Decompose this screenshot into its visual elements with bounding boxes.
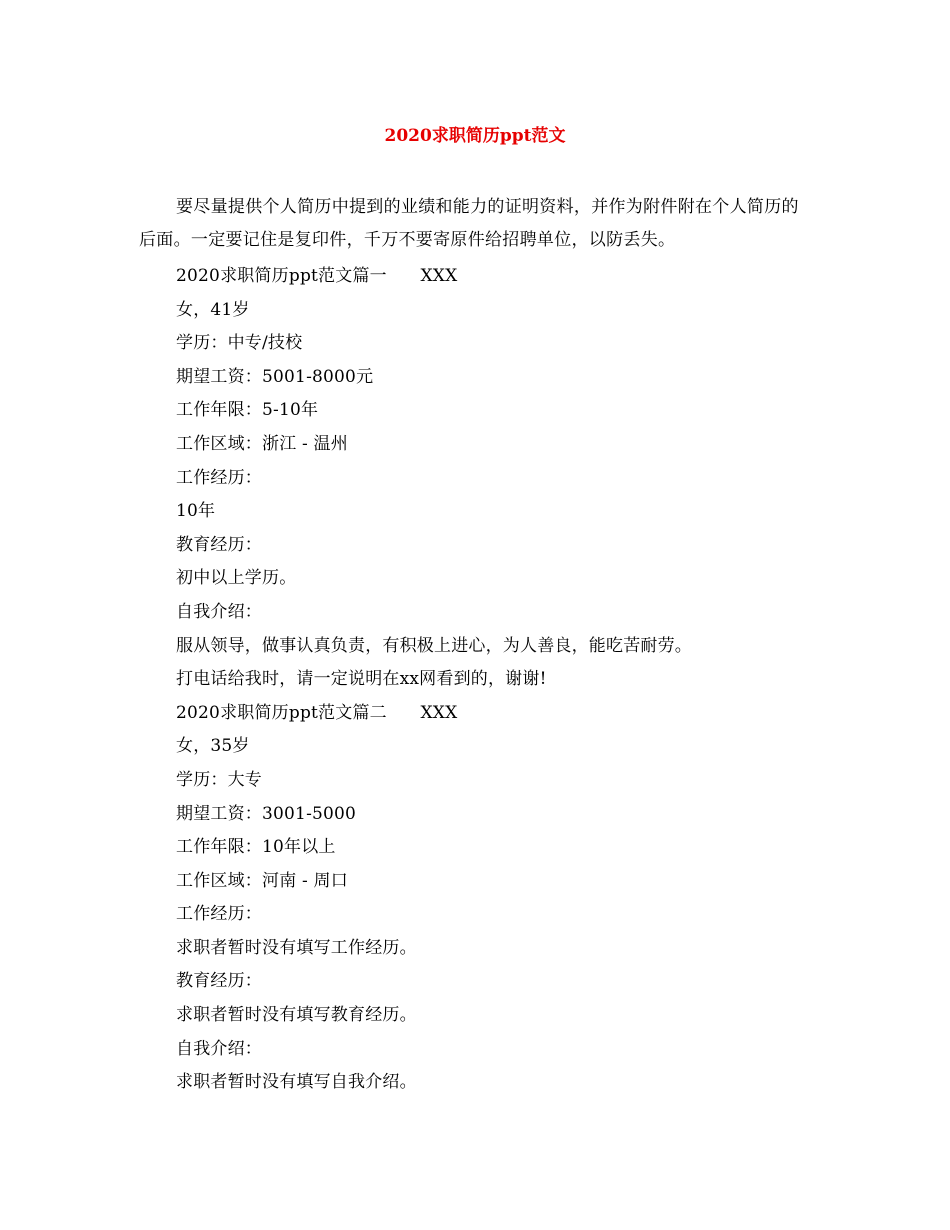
text-line: 期望工资：3001-5000 <box>176 803 357 824</box>
text-line: 求职者暂时没有填写自我介绍。 <box>176 1072 417 1093</box>
text-line: 求职者暂时没有填写工作经历。 <box>176 937 417 958</box>
text-line: 服从领导，做事认真负责，有积极上进心，为人善良，能吃苦耐劳。 <box>176 635 692 656</box>
text-line: 10年 <box>176 501 216 522</box>
text-line: 求职者暂时没有填写教育经历。 <box>176 1005 417 1026</box>
text-line: 女，35岁 <box>176 736 250 757</box>
text-line: 自我介绍： <box>176 601 262 622</box>
text-line: 期望工资：5001-8000元 <box>176 366 374 387</box>
text-line: 2020求职简历ppt范文篇二 XXX <box>176 702 458 723</box>
text-line: 学历：大专 <box>176 769 262 790</box>
text-line: 学历：中专/技校 <box>176 333 303 354</box>
text-line: 工作年限：5-10年 <box>176 400 319 421</box>
text-line: 打电话给我时，请一定说明在xx网看到的，谢谢! <box>176 669 547 690</box>
text-line: 教育经历： <box>176 534 262 555</box>
text-line: 女，41岁 <box>176 299 250 320</box>
intro-paragraph: 要尽量提供个人简历中提到的业绩和能力的证明资料，并作为附件附在个人简历的后面。一定要记住是复印件，千万不要寄原件给招聘单位，以防丢失。 <box>139 197 799 250</box>
text-line: 工作经历： <box>176 904 262 925</box>
text-line: 2020求职简历ppt范文篇一 XXX <box>176 266 458 286</box>
text-line: 自我介绍： <box>176 1038 262 1059</box>
document-title: 2020求职简历ppt范文 <box>384 126 566 146</box>
resume-lines <box>176 260 692 1100</box>
text-line: 工作区域：浙江 - 温州 <box>176 433 348 454</box>
text-line: 工作经历： <box>176 467 262 488</box>
text-line: 初中以上学历。 <box>176 568 297 589</box>
text-line: 工作区域：河南 - 周口 <box>176 870 348 891</box>
text-line: 教育经历： <box>176 971 262 992</box>
text-line: 工作年限：10年以上 <box>176 837 336 858</box>
